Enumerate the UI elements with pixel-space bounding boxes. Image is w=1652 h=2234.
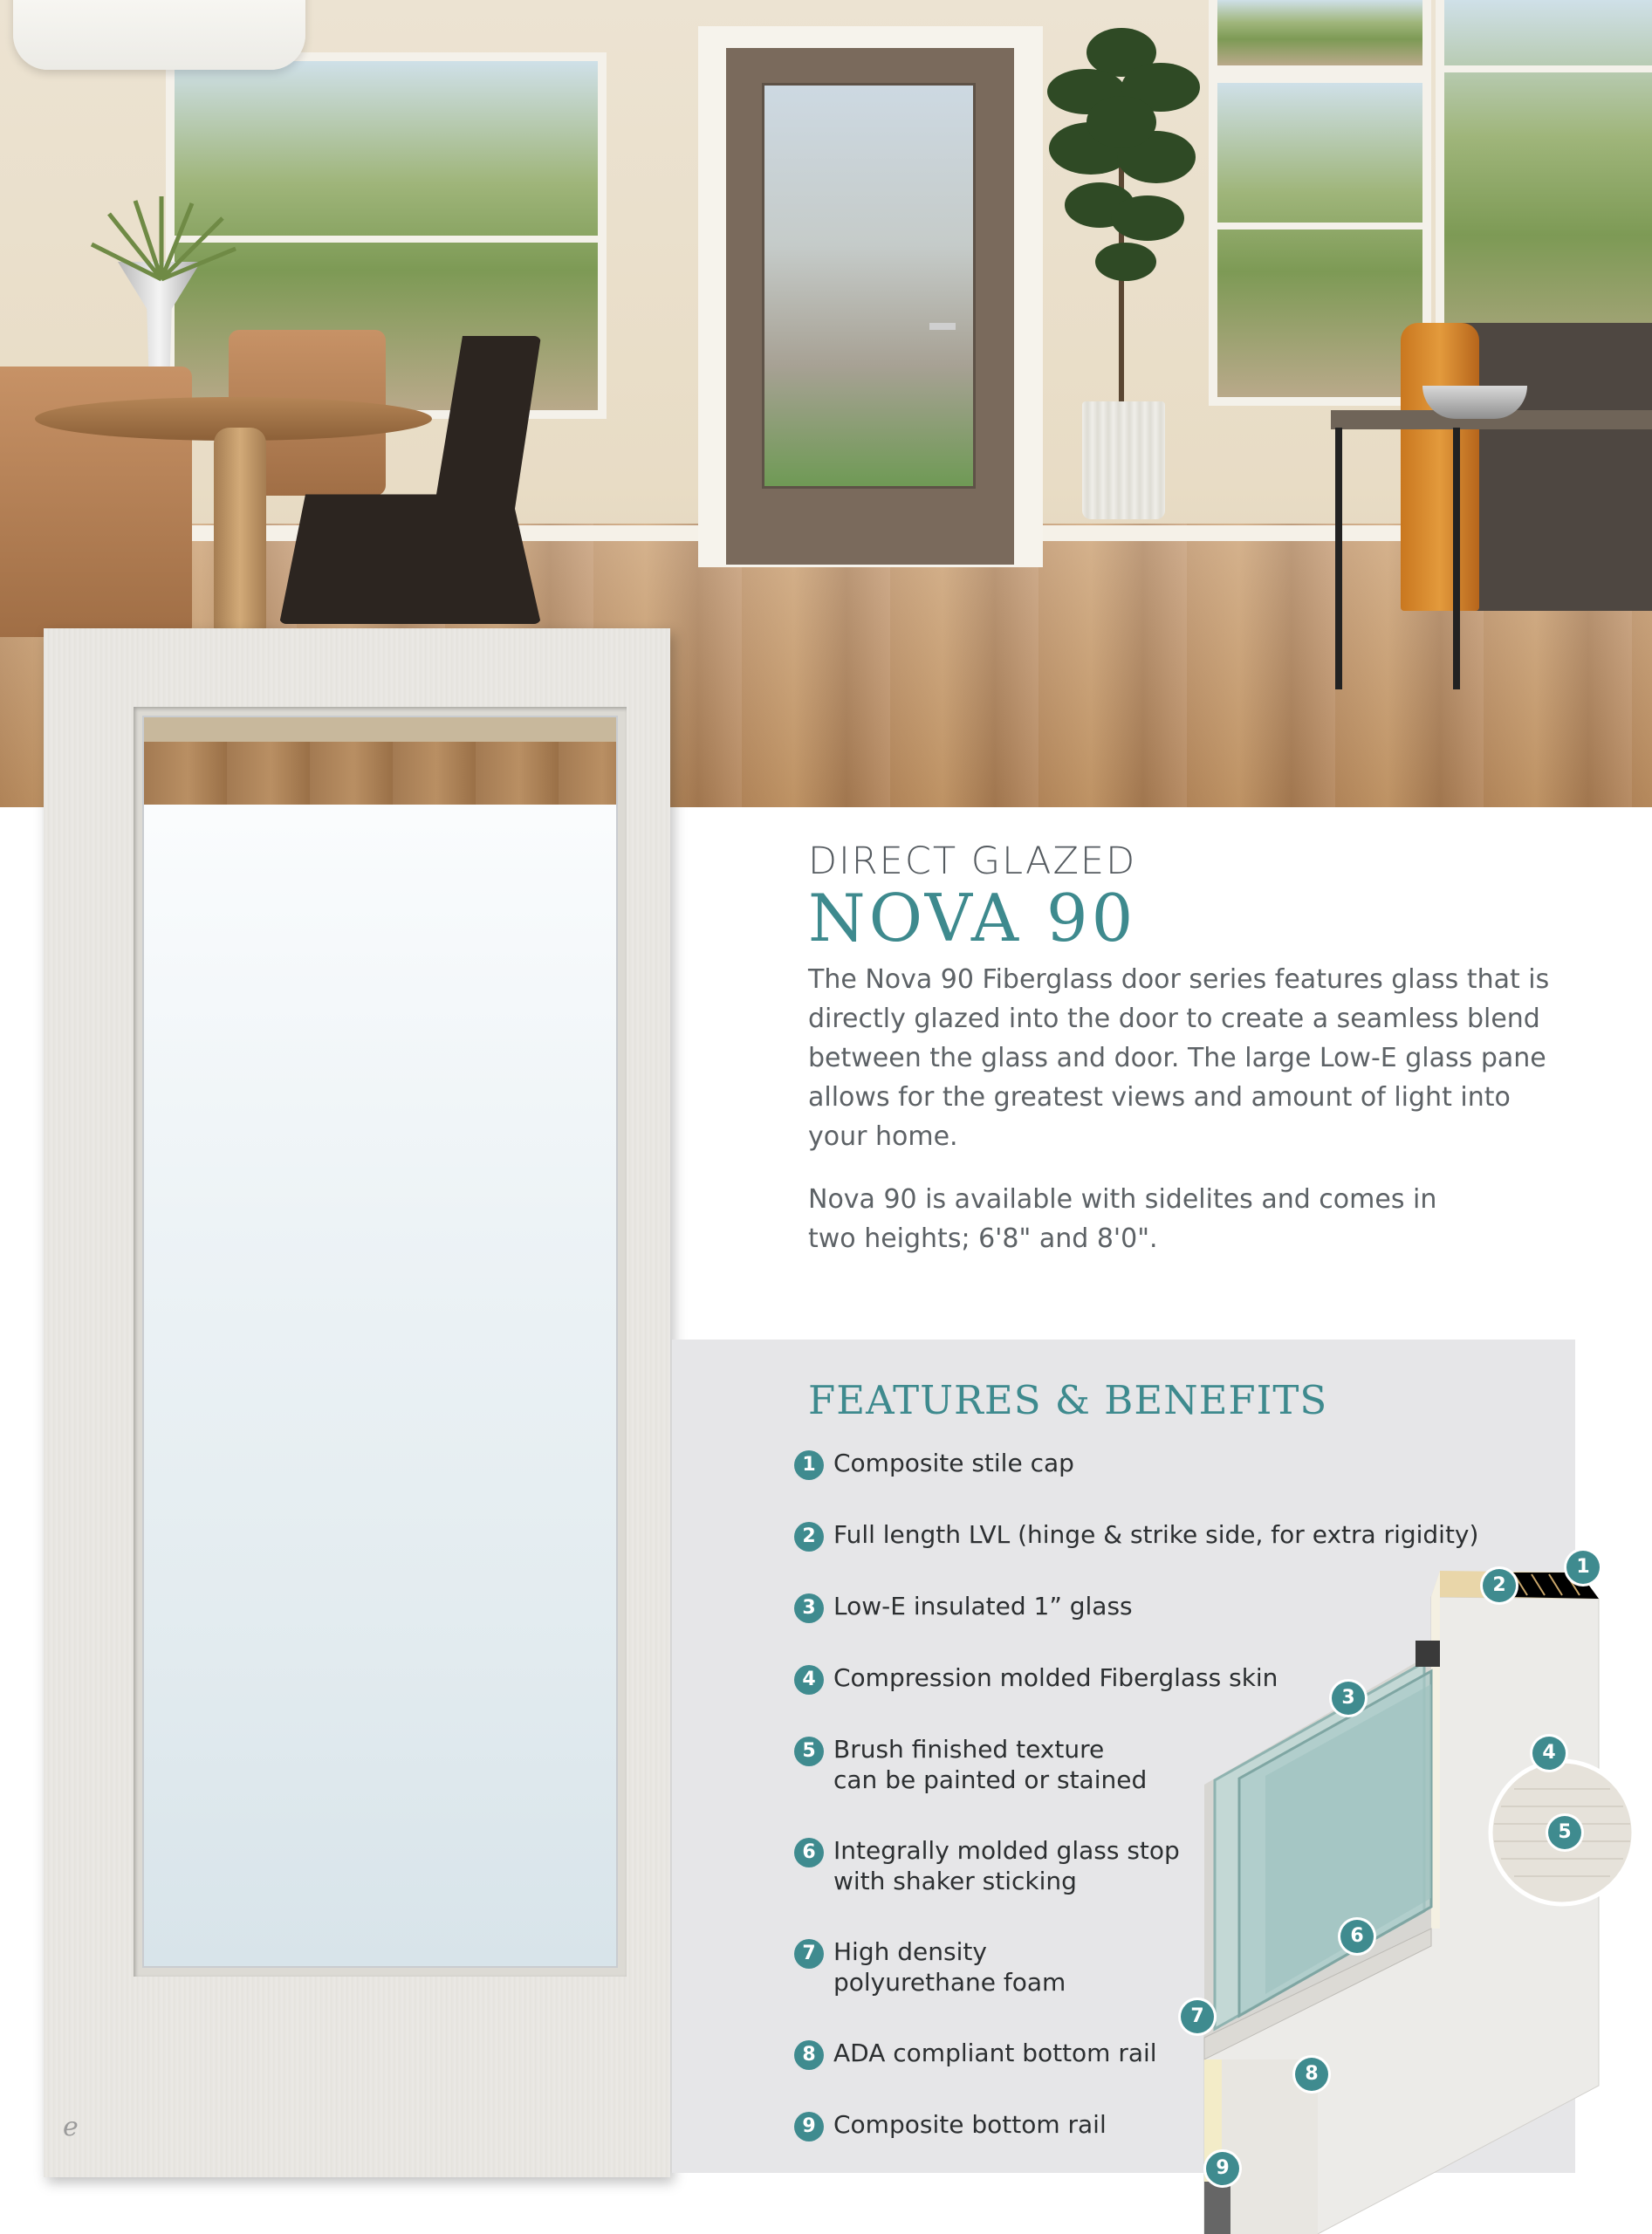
feature-number-badge: 1 [794,1450,824,1480]
fiddle-leaf-plant [1038,17,1204,410]
features-title: FEATURES & BENEFITS [808,1377,1328,1423]
chandelier [13,0,305,70]
product-eyebrow: DIRECT GLAZED [808,839,1137,883]
nova-90-door-illustration [44,628,670,2177]
callout-2: 2 [1483,1569,1516,1602]
plant-pot [1082,401,1165,519]
callout-9: 9 [1206,2152,1239,2185]
feature-label: Composite stile cap [833,1449,1074,1477]
callout-5: 5 [1548,1816,1581,1849]
feature-number-badge: 5 [794,1737,824,1766]
feature-label: Integrally molded glass stop with shaker sticking [833,1836,1180,1895]
door-handle [929,323,956,330]
feature-label: Low-E insulated 1” glass [833,1592,1133,1621]
callout-1: 1 [1566,1551,1600,1584]
cutaway-drawing [1169,1545,1652,2234]
callout-8: 8 [1295,2058,1328,2091]
callout-4: 4 [1532,1737,1566,1770]
feature-label: Full length LVL (hinge & strike side, for extra rigidity) [833,1520,1479,1549]
callout-7: 7 [1181,2000,1214,2033]
brand-logo-mark: e [63,2112,79,2142]
feature-label: Composite bottom rail [833,2110,1107,2139]
centerpiece-plant [74,196,249,284]
decor-bowl [1422,386,1527,419]
feature-number-badge: 2 [794,1522,824,1552]
product-description: The Nova 90 Fiberglass door series features glass that is directly glazed into the door to create a seamless blend between the glass and door. The large Low-E glass pane allows for the greatest views and amount of light into your home. [808,964,1550,1152]
feature-label: High density polyurethane foam [833,1937,1066,1997]
feature-number-badge: 9 [794,2112,824,2141]
feature-number-badge: 3 [794,1593,824,1623]
callout-3: 3 [1332,1682,1365,1715]
door-cutaway-illustration [1169,1545,1652,2234]
window-right-upper [1209,0,1431,74]
feature-number-badge: 7 [794,1939,824,1969]
callout-6: 6 [1340,1920,1374,1953]
product-title: NOVA 90 [808,880,1137,956]
feature-number-badge: 6 [794,1838,824,1867]
availability-note: Nova 90 is available with sidelites and comes in two heights; 6'8" and 8'0". [808,1184,1437,1254]
feature-number-badge: 8 [794,2040,824,2070]
feature-label: Compression molded Fiberglass skin [833,1663,1278,1692]
door-glass-pane [142,716,618,1968]
feature-label: ADA compliant bottom rail [833,2039,1157,2067]
room-door-glass [762,83,976,489]
throw-blanket [1401,323,1479,611]
feature-number-badge: 4 [794,1665,824,1695]
window-right-lower [1209,74,1431,406]
feature-label: Brush finished texture can be painted or stained [833,1735,1148,1794]
